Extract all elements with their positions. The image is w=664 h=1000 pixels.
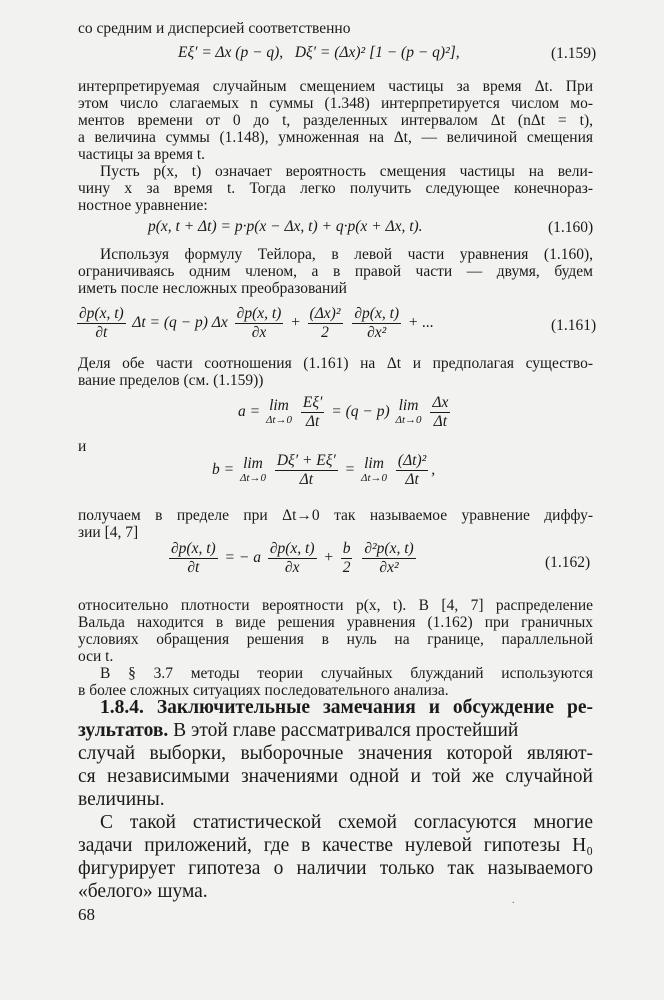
text-line: Используя формулу Тейлора, в левой части уравнения (1.160), <box>100 246 593 263</box>
text-line: ментов времени от 0 до t, разделенных интервалом Δt (nΔt = t), <box>78 112 593 129</box>
text-line: Пусть p(x, t) означает вероятность смещения частицы на вели- <box>100 163 593 180</box>
equation-number: (1.159) <box>551 45 597 62</box>
text-line: относительно плотности вероятности p(x, t). В [4, 7] распределение <box>78 597 593 614</box>
text-line: задачи приложений, где в качестве нулевой гипотезы H₀ <box>78 835 593 856</box>
text-line: этом число слагаемых n суммы (1.348) интерпретируется числом мо- <box>78 95 593 112</box>
page-number: 68 <box>78 905 95 924</box>
equation-number: (1.160) <box>548 219 594 236</box>
text-line <box>78 720 593 742</box>
scan-speck: . <box>512 895 515 906</box>
equation-b-limit: b = lim Δt→0 $\frac{D\xi' + E\xi'}{\Delta t}$ = lim Δt→0 $\frac{\text{(Δt)²}}{\Delta t}$ , <box>212 452 436 488</box>
text-line: вание пределов (см. (1.159)) <box>78 372 264 389</box>
text-line: и <box>78 438 87 455</box>
text-line: ограничиваясь одним членом, а в правой части — двумя, будем <box>78 263 593 280</box>
equation-1-160: p(x, t + Δt) = p·p(x − Δx, t) + q·p(x + Δx, t). <box>148 218 423 235</box>
text-line: со средним и дисперсией соответственно <box>78 20 351 37</box>
text-line: чину x за время t. Тогда легко получить следующее конечнораз- <box>78 180 593 197</box>
text-line: Деля обе части соотношения (1.161) на Δt и предполагая существо- <box>78 355 593 372</box>
text-line: интерпретируемая случайным смещением частицы за время Δt. При <box>78 78 593 95</box>
text-line: фигурирует гипотеза о наличии только так называемого <box>78 858 593 879</box>
text-line: получаем в пределе при Δt→0 так называемое уравнение диффу- <box>78 507 593 524</box>
text-line: величины. <box>78 789 165 810</box>
equation-1-161: $\frac{\partial p(x, t)}{\partial t}$ Δt = (q − p) Δx $\frac{\partial p(x, t)}{\partial x}$ + $\frac{\text{(Δx)²}}{2}$ $\frac{\partial p(x, t)}{\text{∂x²}}$ + ... <box>79 305 434 341</box>
text-line: частицы за время t. <box>78 146 206 163</box>
text-line: ностное уравнение: <box>78 197 208 214</box>
section-heading: 1.8.4. Заключительные замечания и обсуждение ре- <box>100 697 593 718</box>
equation-number: (1.162) <box>545 554 591 571</box>
equation-1-159: Eξ′ = Δx (p − q), Dξ′ = (Δx)² [1 − (p − q)²], <box>178 44 460 61</box>
equation-a-limit: a = lim Δt→0 $\frac{E\xi'}{\Delta t}$ = (q − p) lim Δt→0 $\frac{\Delta x}{\Delta t}$ <box>238 394 449 430</box>
text-line: «белого» шума. <box>78 881 208 902</box>
equation-number: (1.161) <box>551 317 597 334</box>
section-heading-cont: зультатов. <box>78 720 169 741</box>
text-line: оси t. <box>78 648 114 665</box>
text-line: а величина суммы (1.148), умноженная на Δt, — величиной смещения <box>78 129 593 146</box>
text-line: ся независимыми значениями одной и той же случайной <box>78 766 593 787</box>
text-line: Вальда находится в виде решения уравнения (1.162) при граничных <box>78 614 593 631</box>
equation-1-162: $\frac{\partial p(x, t)}{\partial t}$ = − a $\frac{\partial p(x, t)}{\partial x}$ + $\frac{b}{2}$ $\frac{\text{∂²p(x, t)}}{\text{∂x²}}$ <box>171 540 414 576</box>
text-span: В этой главе рассматривался простейший <box>173 720 519 741</box>
text-line: случай выборки, выборочные значения которой являют- <box>78 743 593 764</box>
text-line: В § 3.7 методы теории случайных блужданий используются <box>100 665 593 682</box>
text-line: условиях обращения решения в нуль на границе, параллельной <box>78 631 593 648</box>
text-line: зии [4, 7] <box>78 524 139 541</box>
text-line: С такой статистической схемой согласуются многие <box>100 812 593 833</box>
text-line: иметь после несложных преобразований <box>78 280 347 297</box>
text-line: в более сложных ситуациях последовательного анализа. <box>78 682 449 699</box>
